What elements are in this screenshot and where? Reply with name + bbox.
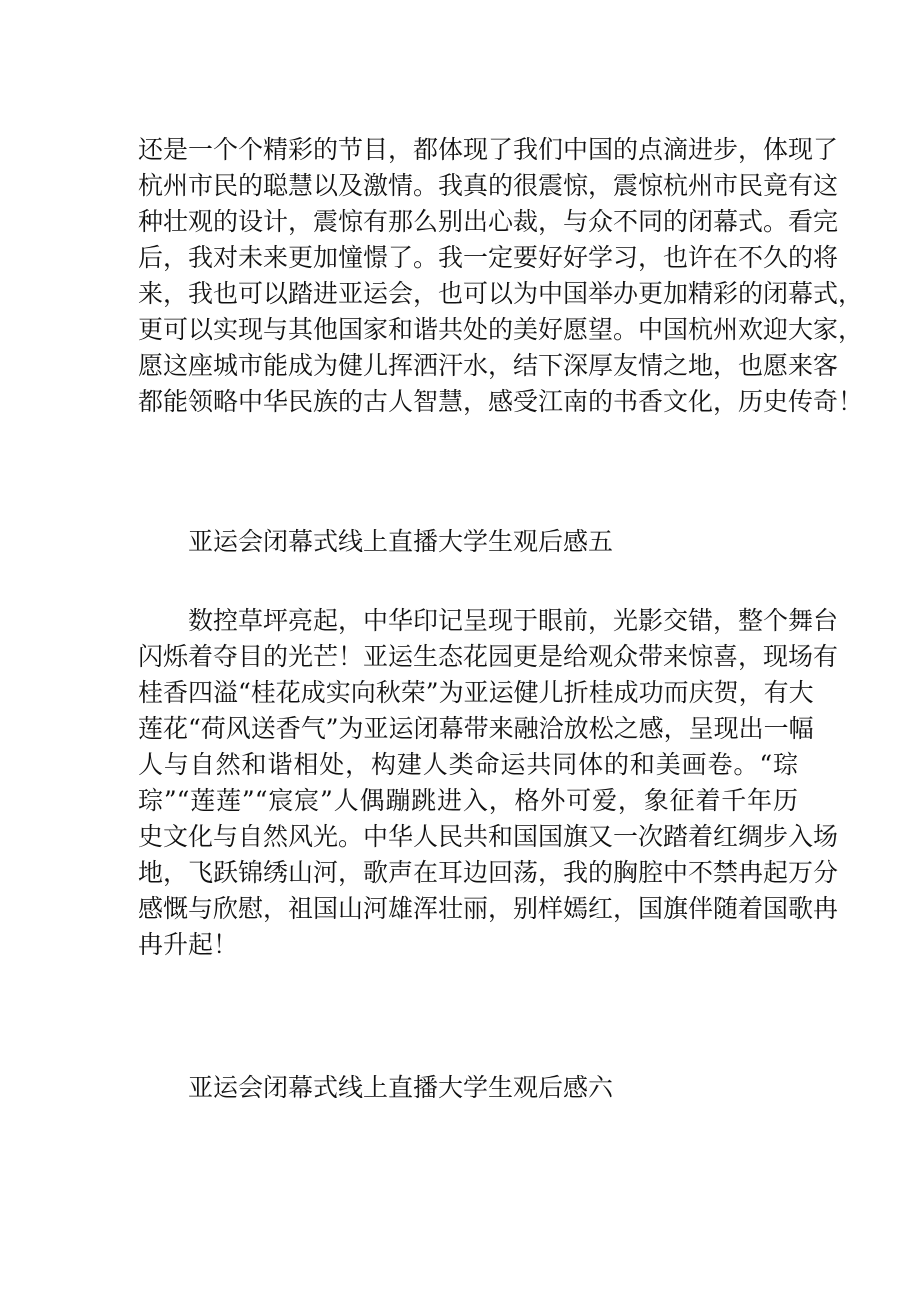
- paragraph-line: 后，我对未来更加憧憬了。我一定要好好学习，也许在不久的将: [138, 243, 839, 272]
- paragraph-line: 史文化与自然风光。中华人民共和国国旗又一次踏着红绸步入场: [138, 822, 839, 851]
- paragraph-line: 还是一个个精彩的节目，都体现了我们中国的点滴进步，体现了: [138, 135, 839, 164]
- paragraph-line: 地，飞跃锦绣山河，歌声在耳边回荡，我的胸腔中不禁冉起万分: [138, 858, 839, 887]
- paragraph-line: 数控草坪亮起，中华印记呈现于眼前，光影交错，整个舞台: [188, 606, 839, 635]
- paragraph-line: 桂香四溢“桂花成实向秋荣”为亚运健儿折桂成功而庆贺，有大: [138, 678, 814, 707]
- paragraph-line: 琮”“莲莲”“宸宸”人偶蹦跳进入，格外可爱，象征着千年历: [138, 786, 798, 815]
- section-heading: 亚运会闭幕式线上直播大学生观后感六: [188, 1073, 614, 1102]
- paragraph-line: 更可以实现与其他国家和谐共处的美好愿望。中国杭州欢迎大家，: [138, 315, 864, 344]
- paragraph-line: 感慨与欣慰，祖国山河雄浑壮丽，别样嫣红，国旗伴随着国歌冉: [138, 894, 839, 923]
- paragraph-line: 来，我也可以踏进亚运会，也可以为中国举办更加精彩的闭幕式，: [138, 279, 864, 308]
- paragraph-line: 冉升起！: [138, 930, 239, 959]
- paragraph-line: 种壮观的设计，震惊有那么别出心裁，与众不同的闭幕式。看完: [138, 207, 839, 236]
- paragraph-line: 莲花“荷风送香气”为亚运闭幕带来融洽放松之感，呈现出一幅: [138, 714, 814, 743]
- paragraph-line: 都能领略中华民族的古人智慧，感受江南的书香文化，历史传奇！: [138, 387, 864, 416]
- paragraph-line: 愿这座城市能成为健儿挥洒汗水，结下深厚友情之地，也愿来客: [138, 351, 839, 380]
- section-heading: 亚运会闭幕式线上直播大学生观后感五: [188, 527, 614, 556]
- paragraph-line: 闪烁着夺目的光芒！亚运生态花园更是给观众带来惊喜，现场有: [138, 642, 839, 671]
- paragraph-line: 杭州市民的聪慧以及激情。我真的很震惊，震惊杭州市民竟有这: [138, 171, 839, 200]
- paragraph-line: 人与自然和谐相处，构建人类命运共同体的和美画卷。“琮: [138, 750, 798, 779]
